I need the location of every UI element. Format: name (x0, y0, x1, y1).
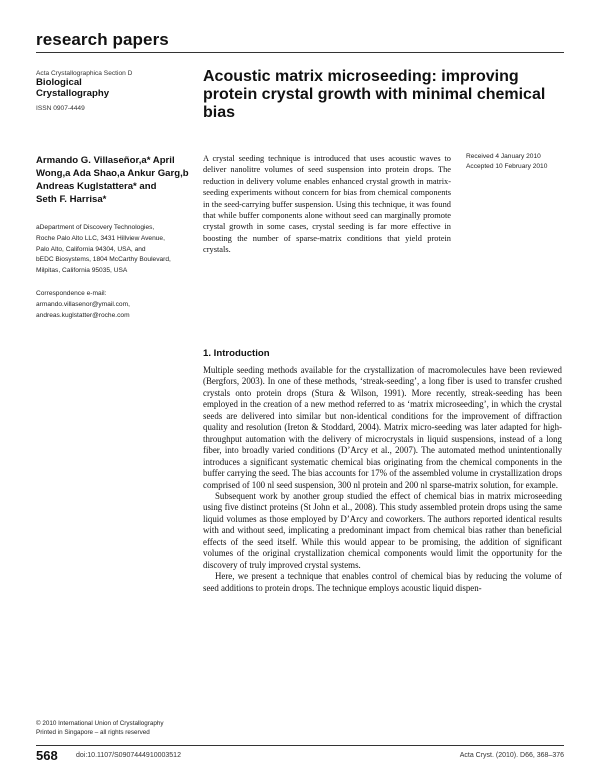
paragraph: Here, we present a technique that enables control of chemical bias by reducing the volume of seed additions to protein drops. The technique employs acoustic liquid dispen- (203, 571, 562, 593)
paragraph: Multiple seeding methods available for the crystallization of macromolecules have been reviewed (Bergfors, 2003). In one of these methods, ‘streak-seeding’, a long fiber is used to transfer crushed crystals onto protein drops (Stura & Wilson, 1991). More recently, streak-seeding has been employed in the creation of a new method referred to as ‘matrix microseeding’, in which the crystal seeds are delivered into similar but non-identical conditions for the improvement of diffraction quality and resolution (Ireton & Stoddard, 2004). Matrix micro-seeding was later adapted for high-throughput automation with the delivery of microcrystals in liquid suspensions, instead of a long fiber, into broadly varied conditions (D’Arcy et al., 2007). The automated method unintentionally introduces a significant systematic chemical bias originating from the chemical components in the buffer carrying the seed. The bias accounts for 17% of the assembled volume in crystallization drops comprised of 100 nl seed suspension, 300 nl protein and 200 nl sparse-matrix solution, for example. (203, 365, 562, 490)
page-number: 568 (36, 748, 58, 763)
paragraph: Subsequent work by another group studied the effect of chemical bias in matrix microseeding using five distinct proteins (St John et al., 2008). This study assembled protein drops using the same liquid volumes as those employed by D’Arcy and coworkers. The authors reported identical results with and without seed, implicating a predominant impact from chemical bias rather than beneficial effects of the seed itself. While this would appear to be promising, the addition of significant volumes of the original crystallization chemical components would limit the opportunity for the discovery of truly improved crystal systems. (203, 490, 562, 570)
author-line: Seth F. Harrisa* (36, 194, 107, 205)
section-header: research papers (36, 30, 169, 49)
journal-series: Acta Crystallographica Section D (36, 70, 133, 77)
dates (466, 152, 566, 172)
affiliation-line: bEDC Biosystems, 1804 McCarthy Boulevard, (36, 256, 171, 264)
author-line: Andreas Kuglstattera* and (36, 181, 157, 192)
footer-rule (36, 745, 564, 746)
body-text (203, 365, 562, 594)
affiliation-line: Roche Palo Alto LLC, 3431 Hillview Avenue, (36, 234, 165, 242)
received-date: Received 4 January 2010 (466, 153, 541, 160)
paper-title: Acoustic matrix microseeding: improving protein crystal growth with minimal chemical bias (203, 68, 546, 121)
journal-name-line2: Crystallography (36, 88, 110, 99)
doi[interactable]: doi:10.1107/S0907444910003512 (76, 752, 181, 759)
copyright (36, 719, 164, 737)
affiliation-line: aDepartment of Discovery Technologies, (36, 224, 155, 231)
citation: Acta Cryst. (2010). D66, 368–376 (459, 752, 564, 759)
correspondence-email[interactable]: andreas.kuglstatter@roche.com (36, 311, 130, 319)
affiliations (36, 223, 191, 279)
author-line: Armando G. Villaseñor,a* April (36, 155, 175, 166)
journal-issn: ISSN 0907-4449 (36, 105, 85, 112)
author-line: Wong,a Ada Shao,a Ankur Garg,b (36, 168, 189, 179)
copyright-line: Printed in Singapore – all rights reserved (36, 729, 150, 737)
header-rule (36, 52, 564, 53)
correspondence (36, 289, 196, 321)
correspondence-label: Correspondence e-mail: (36, 290, 107, 297)
journal-block (36, 70, 186, 112)
accepted-date: Accepted 10 February 2010 (466, 163, 548, 170)
authors (36, 154, 191, 206)
copyright-line: © 2010 International Union of Crystallography (36, 720, 164, 727)
abstract: A crystal seeding technique is introduced that uses acoustic waves to deliver nanolitre volumes of seed suspension into protein drops. The reduction in delivery volume enables enhanced crystal growth in matrix-seeding experiments without concern for bias from chemical components in the seed-carrying buffer suspension. Using this technique, it was found that while buffer components alone without seed can marginally promote crystal growth in some cases, crystal seeding is far more effective in boosting the number of sparse-matrix conditions that yield protein crystals. (203, 154, 451, 255)
affiliation-line: Palo Alto, California 94304, USA, and (36, 245, 146, 253)
correspondence-email[interactable]: armando.villasenor@ymail.com, (36, 300, 130, 308)
section-heading-introduction: 1. Introduction (203, 348, 270, 359)
affiliation-line: Milpitas, California 95035, USA (36, 267, 128, 275)
journal-name-line1: Biological (36, 77, 82, 88)
